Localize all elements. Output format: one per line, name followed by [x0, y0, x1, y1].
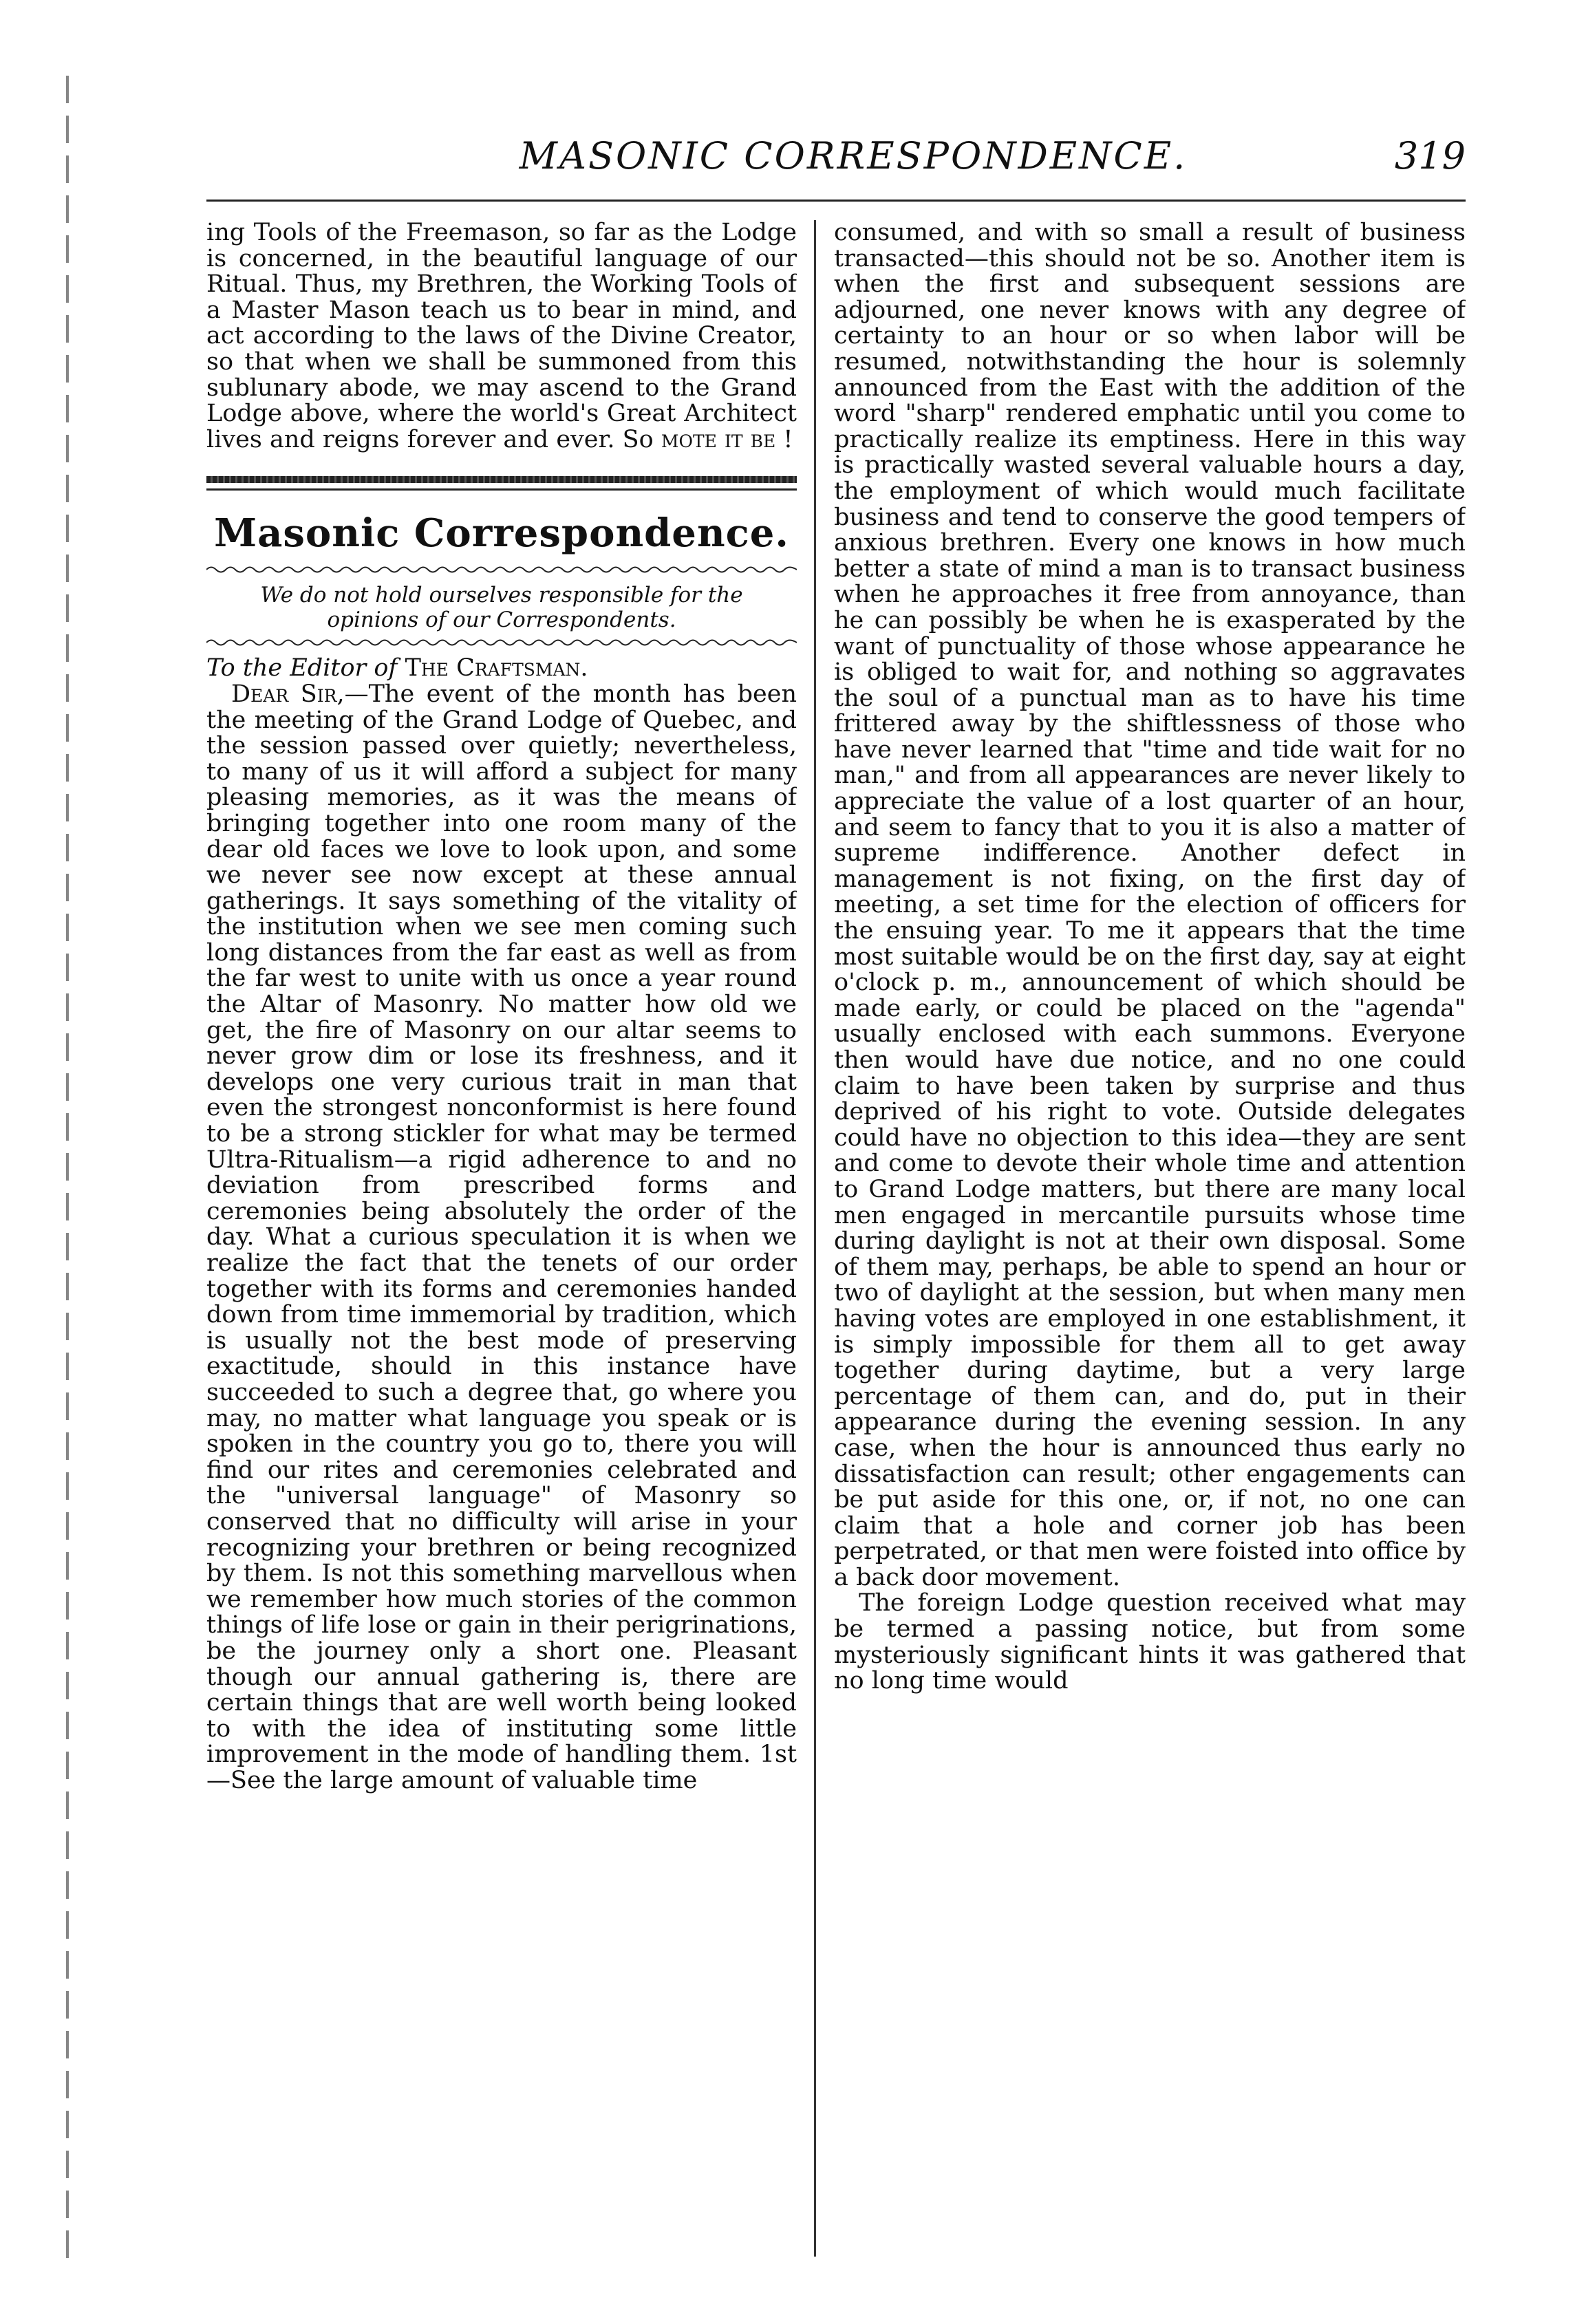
left-column [206, 220, 797, 2257]
editorial-disclaimer: We do not hold ourselves responsible for the opinions of our Correspondents. [260, 583, 743, 633]
intro-text: ing Tools of the Freemason, so far as the Lodge is concerned, in the beautiful language of our Ritual. Thus, my Brethren, the Working Tools of a Master Mason teach us to bear in mind, and act according to the laws of the Divine Creator, so that when we shall be summoned from this sublunary abode, we may ascend to the Grand Lodge above, where the world's Great Architect lives and reigns forever and ever. So [206, 220, 797, 453]
section-title: Masonic Correspondence. [214, 510, 789, 557]
closing-phrase: mote it be ! [661, 425, 793, 453]
binding-edge [66, 76, 69, 2263]
right-column [834, 220, 1466, 2257]
running-title: MASONIC CORRESPONDENCE. [519, 134, 1188, 177]
wavy-rule-top [206, 563, 797, 576]
salutation [206, 656, 797, 682]
section-rule-thick [206, 476, 797, 483]
salutation-text: To the Editor of [206, 654, 405, 682]
column-divider [814, 220, 816, 2257]
publication-name: The Craftsman. [405, 654, 588, 682]
wavy-rule-bottom [206, 636, 797, 649]
letter-text: —The event of the month has been the meeting of the Grand Lodge of Quebec, and the session passed over quietly; nevertheless, to many of us it will afford a subject for many pleasing memories, as it was the means of bringing together into one room many of the dear old faces we love to look upon, and some we never see now except at these annual gatherings. It says something of the vitality of the institution when we see men coming such long distances from the far east as well as from the far west to unite with us once a year round the Altar of Masonry. No matter how old we get, the fire of Masonry on our altar seems to never grow dim or lose its freshness, and it develops one very curious trait in man that even the strongest nonconformist is here found to be a strong stickler for what may be termed Ultra-Ritualism—a rigid adherence to and no deviation from prescribed forms and ceremonies being absolutely the order of the day. What a curious speculation it is when we realize the fact that the tenets of our order together with its forms and ceremonies handed down from time immemorial by tradition, which is usually not the best mode of preserving exactitude, should in this instance have succeeded to such a degree that, go where you may, no matter what language you speak or is spoken in the country you go to, there you will find our rites and ceremonies celebrated and the "universal language" of Masonry so conserved that no difficulty will arise in your recognizing your brethren or being recognized by them. Is not this something marvellous when we remember how much stories of the common things of life lose or gain in their perigrinations, be the journey only a short one. Pleasant though our annual gathering is, there are certain things that are well worth being looked to with the idea of instituting some little improvement in the mode of handling them. 1st—See the large amount of valuable time [206, 680, 797, 1794]
page-number: 319 [1394, 134, 1466, 177]
intro-paragraph [206, 220, 797, 453]
header-rule [206, 200, 1466, 202]
letter-opening: Dear Sir, [231, 680, 345, 708]
section-rule-thin [206, 488, 797, 491]
page-header [206, 134, 1466, 182]
letter-paragraph [206, 682, 797, 1794]
right-paragraph-1: consumed, and with so small a result of business transacted—this should not be so. Another item is when the first and subsequent sessions are adjourned, one never knows with any degree of certainty to an hour or so when labor will be resumed, notwithstanding the hour is solemnly announced from the East with the addition of the word "sharp" rendered emphatic until you come to practically realize its emptiness. Here in this way is practically wasted several valuable hours a day, the employment of which would much facilitate business and tend to conserve the good tempers of anxious brethren. Every one knows in how much better a state of mind a man is to transact business when he approaches it free from annoyance, than he can possibly be when he is exasperated by the want of punctuality of those whose appearance he is obliged to wait for, and nothing so aggravates the soul of a punctual man as to have his time frittered away by the shiftlessness of those who have never learned that "time and tide wait for no man," and from all appearances are never likely to appreciate the value of a lost quarter of an hour, and seem to fancy that to you it is also a matter of supreme indifference. Another defect in management is not fixing, on the first day of meeting, a set time for the election of officers for the ensuing year. To me it appears that the time most suitable would be on the first day, say at eight o'clock p. m., announcement of which should be made early, or could be placed on the "agenda" usually enclosed with each summons. Everyone then would have due notice, and no one could claim to have been taken by surprise and thus deprived of his right to vote. Outside delegates could have no objection to this idea—they are sent and come to devote their whole time and attention to Grand Lodge matters, but there are many local men engaged in mercantile pursuits whose time during daylight is not at their own disposal. Some of them may, perhaps, be able to spend an hour or two of daylight at the session, but when many men having votes are employed in one establishment, it is simply impossible for them all to get away together during daytime, but a very large percentage of them can, and do, put in their appearance during the evening session. In any case, when the hour is announced thus early no dissatisfaction can result; other engagements can be put aside for this one, or, if not, no one can claim that a hole and corner job has been perpetrated, or that men were foisted into office by a back door movement. [834, 220, 1466, 1591]
right-paragraph-2: The foreign Lodge question received what may be termed a passing notice, but from some mysteriously significant hints it was gathered that no long time would [834, 1589, 1466, 1695]
